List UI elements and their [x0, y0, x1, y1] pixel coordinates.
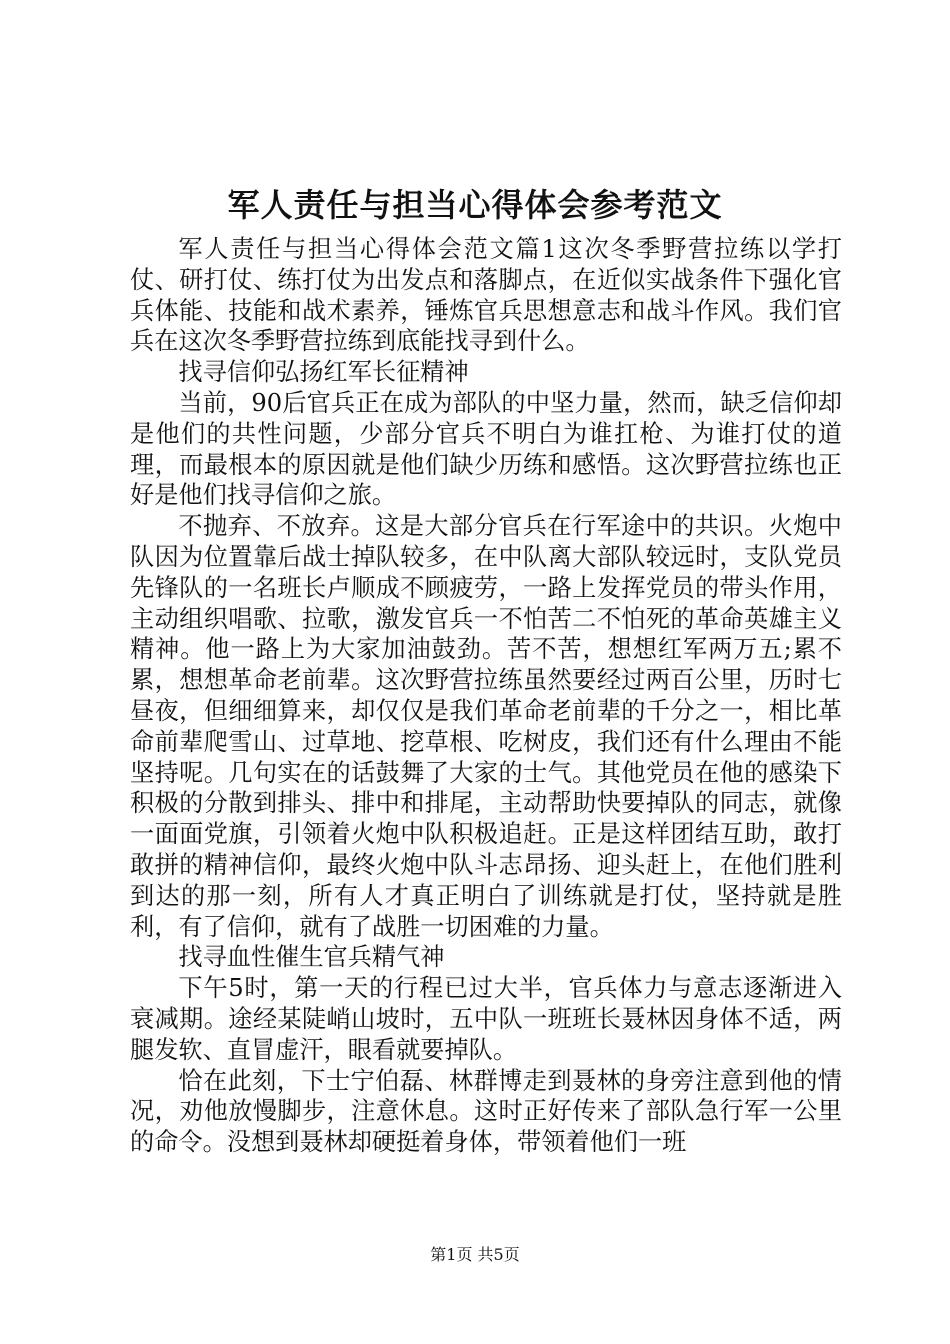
document-title: 军人责任与担当心得体会参考范文 [227, 186, 723, 224]
paragraph-current: 当前，90后官兵正在成为部队的中坚力量，然而，缺乏信仰却是他们的共性问题，少部分官兵不明白为谁扛枪、为谁打仗的道理，而最根本的原因就是他们缺少历练和感悟。这次野营拉练也正好是他们找寻信仰之旅。 [130, 388, 842, 510]
paragraph-intro: 军人责任与担当心得体会范文篇1这次冬季野营拉练以学打仗、研打仗、练打仗为出发点和落脚点，在近似实战条件下强化官兵体能、技能和战术素养，锤炼官兵思想意志和战斗作风。我们官兵在这次冬季野营拉练到底能找寻到什么。 [130, 235, 842, 356]
section-heading-faith: 找寻信仰弘扬红军长征精神 [178, 358, 469, 387]
paragraph-never-give-up: 不抛弃、不放弃。这是大部分官兵在行军途中的共识。火炮中队因为位置靠后战士掉队较多，在中队离大部队较远时，支队党员先锋队的一名班长卢顺成不顾疲劳，一路上发挥党员的带头作用，主动组织唱歌、拉歌，激发官兵一不怕苦二不怕死的革命英雄主义精神。他一路上为大家加油鼓劲。苦不苦，想想红军两万五;累不累，想想革命老前辈。这次野营拉练虽然要经过两百公里，历时七昼夜，但细细算来，却仅仅是我们革命老前辈的千分之一，相比革命前辈爬雪山、过草地、挖草根、吃树皮，我们还有什么理由不能坚持呢。几句实在的话鼓舞了大家的士气。其他党员在他的感染下积极的分散到排头、排中和排尾，主动帮助快要掉队的同志，就像一面面党旗，引领着火炮中队积极追赶。正是这样团结互助，敢打敢拼的精神信仰，最终火炮中队斗志昂扬、迎头赶上，在他们胜利到达的那一刻，所有人才真正明白了训练就是打仗，坚持就是胜利，有了信仰，就有了战胜一切困难的力量。 [130, 512, 842, 941]
page-number-footer: 第1页 共5页 [430, 1245, 520, 1264]
paragraph-moment: 恰在此刻，下士宁伯磊、林群博走到聂林的身旁注意到他的情况，劝他放慢脚步，注意休息。这时正好传来了部队急行军一公里的命令。没想到聂林却硬挺着身体，带领着他们一班 [130, 1066, 842, 1157]
section-heading-spirit: 找寻血性催生官兵精气神 [178, 943, 445, 972]
paragraph-afternoon: 下午5时，第一天的行程已过大半，官兵体力与意志逐渐进入衰减期。途经某陡峭山坡时，五中队一班班长聂林因身体不适，两腿发软、直冒虚汗，眼看就要掉队。 [130, 974, 842, 1064]
document-body [130, 234, 842, 1158]
